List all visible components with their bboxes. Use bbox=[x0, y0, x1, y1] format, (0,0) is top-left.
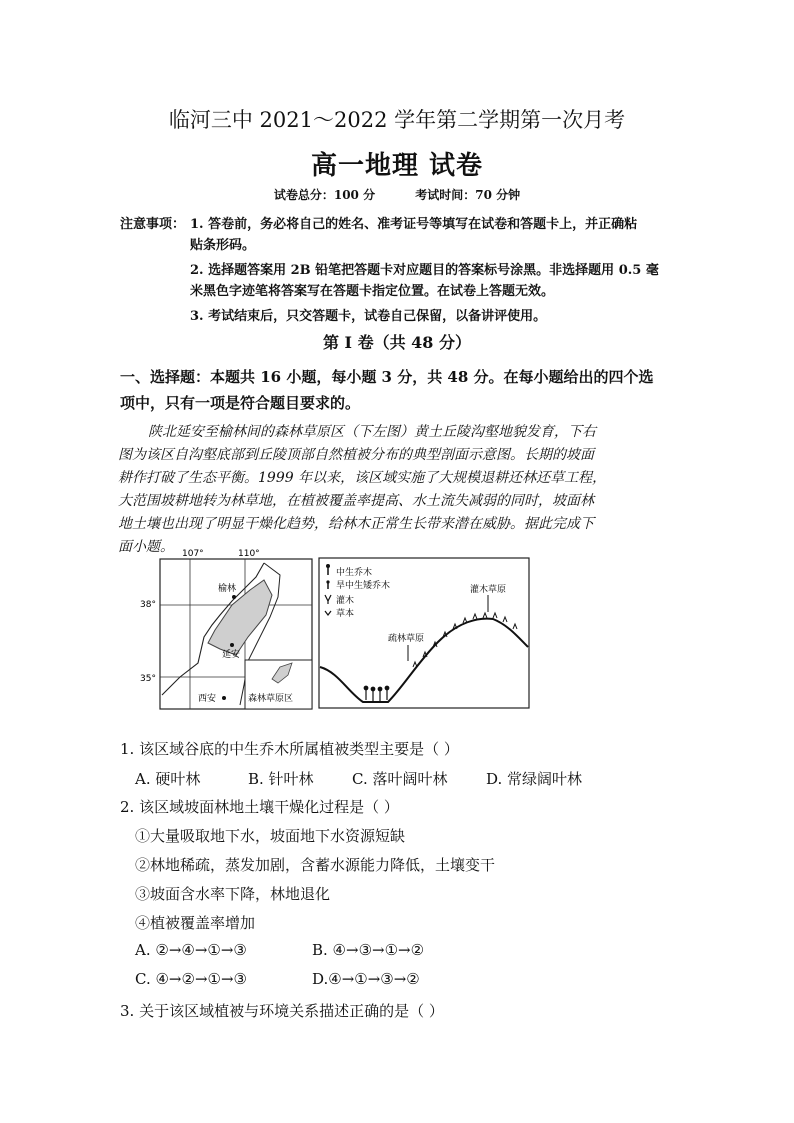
section-intro-line1: 一、选择题：本题共 16 小题，每小题 3 分，共 48 分。在每小题给出的四个选 bbox=[120, 368, 654, 386]
city-yulin: 榆林 bbox=[218, 584, 237, 594]
legend-dwarf-tree-label: 旱中生矮乔木 bbox=[336, 581, 391, 591]
exam-subtitle: 高一地理 试卷 bbox=[310, 151, 484, 181]
legend-grass-icon bbox=[325, 611, 331, 615]
vegetation-profile bbox=[318, 557, 530, 709]
map-lat2: 35° bbox=[140, 674, 156, 684]
note-3: 3. 考试结束后，只交答题卡，试卷自己保留，以备讲评使用。 bbox=[190, 309, 547, 324]
legend-grass-label: 草本 bbox=[336, 609, 355, 619]
q2-option-c[interactable]: C. ④→②→①→③ bbox=[135, 970, 247, 988]
q2-statement-1: ①大量吸取地下水，坡面地下水资源短缺 bbox=[135, 827, 406, 845]
map-lon2: 110° bbox=[238, 549, 260, 559]
q1-option-a[interactable]: A. 硬叶林 bbox=[135, 770, 201, 788]
xian-dot bbox=[222, 696, 226, 700]
q1-option-d[interactable]: D. 常绿阔叶林 bbox=[486, 770, 583, 788]
label-shrub-grassland: 灌木草原 bbox=[470, 585, 507, 595]
legend-shrub-label: 灌木 bbox=[336, 596, 355, 606]
terrain-profile-line bbox=[320, 619, 528, 702]
passage-line3: 耕作打破了生态平衡。1999 年以来，该区域实施了大规模退耕还林还草工程， bbox=[118, 470, 607, 486]
note-1-line2: 贴条形码。 bbox=[190, 238, 256, 253]
q2-option-a[interactable]: A. ②→④→①→③ bbox=[135, 941, 247, 959]
legend-tree-crown-icon bbox=[326, 564, 330, 568]
map-lon1: 107° bbox=[182, 549, 204, 559]
passage-line2: 图为该区自沟壑底部到丘陵顶部自然植被分布的典型剖面示意图。长期的坡面 bbox=[118, 447, 594, 463]
city-xian: 西安 bbox=[198, 694, 217, 704]
region-map bbox=[140, 545, 315, 715]
map-lat1: 38° bbox=[140, 600, 156, 610]
section-intro-line2: 项中，只有一项是符合题目要求的。 bbox=[120, 394, 361, 412]
q2-option-d[interactable]: D.④→①→③→② bbox=[312, 970, 420, 988]
q2-option-b[interactable]: B. ④→③→①→② bbox=[312, 941, 425, 959]
passage-line4: 大范围坡耕地转为林草地，在植被覆盖率提高、水土流失减弱的同时，坡面林 bbox=[118, 493, 594, 509]
legend-region-label: 森林草原区 bbox=[248, 694, 294, 704]
label-sparse-grassland: 疏林草原 bbox=[388, 634, 425, 644]
slope-shrubs bbox=[413, 613, 517, 667]
q1-option-b[interactable]: B. 针叶林 bbox=[248, 770, 314, 788]
profile-legend bbox=[325, 564, 390, 619]
passage-line1: 陕北延安至榆林间的森林草原区（下左图）黄土丘陵沟壑地貌发育，下右 bbox=[148, 424, 596, 440]
note-1-line1: 1. 答卷前，务必将自己的姓名、准考证号等填写在试卷和答题卡上，并正确粘 bbox=[190, 217, 638, 232]
yulin-dot bbox=[232, 595, 236, 599]
q2-statement-2: ②林地稀疏，蒸发加剧，含蓄水源能力降低，土壤变干 bbox=[135, 856, 496, 874]
legend-dwarf-tree-crown-icon bbox=[326, 580, 329, 583]
yanan-dot bbox=[230, 643, 234, 647]
q2-stem: 2. 该区域坡面林地土壤干燥化过程是（ ） bbox=[120, 798, 399, 816]
city-yanan: 延安 bbox=[222, 650, 241, 660]
valley-trees bbox=[364, 686, 389, 701]
note-2-line1: 2. 选择题答案用 2B 铅笔把答题卡对应题目的答案标号涂黑。非选择题用 0.5 毫 bbox=[190, 263, 659, 278]
exam-title: 临河三中 2021～2022 学年第二学期第一次月考 bbox=[168, 108, 626, 132]
note-2-line2: 米黑色字迹笔将答案写在答题卡指定位置。在试卷上答题无效。 bbox=[190, 284, 555, 299]
q1-stem: 1. 该区域谷底的中生乔木所属植被类型主要是（ ） bbox=[120, 740, 459, 758]
q2-statement-3: ③坡面含水率下降，林地退化 bbox=[135, 885, 331, 903]
exam-meta bbox=[0, 186, 794, 203]
total-score: 试卷总分：100 分 bbox=[273, 188, 376, 202]
section-heading: 第 Ⅰ 卷（共 48 分） bbox=[322, 333, 472, 352]
passage-line6: 面小题。 bbox=[118, 539, 174, 555]
q1-option-c[interactable]: C. 落叶阔叶林 bbox=[352, 770, 448, 788]
legend-shrub-icon bbox=[325, 595, 331, 604]
q2-statement-4: ④植被覆盖率增加 bbox=[135, 914, 256, 932]
q3-stem: 3. 关于该区域植被与环境关系描述正确的是（ ） bbox=[120, 1002, 444, 1020]
passage-line5: 地土壤也出现了明显干燥化趋势，给林木正常生长带来潜在威胁。据此完成下 bbox=[118, 516, 594, 532]
notes-label: 注意事项： bbox=[120, 217, 186, 232]
exam-time: 考试时间：70 分钟 bbox=[415, 188, 521, 202]
legend-tree-label: 中生乔木 bbox=[336, 568, 373, 578]
